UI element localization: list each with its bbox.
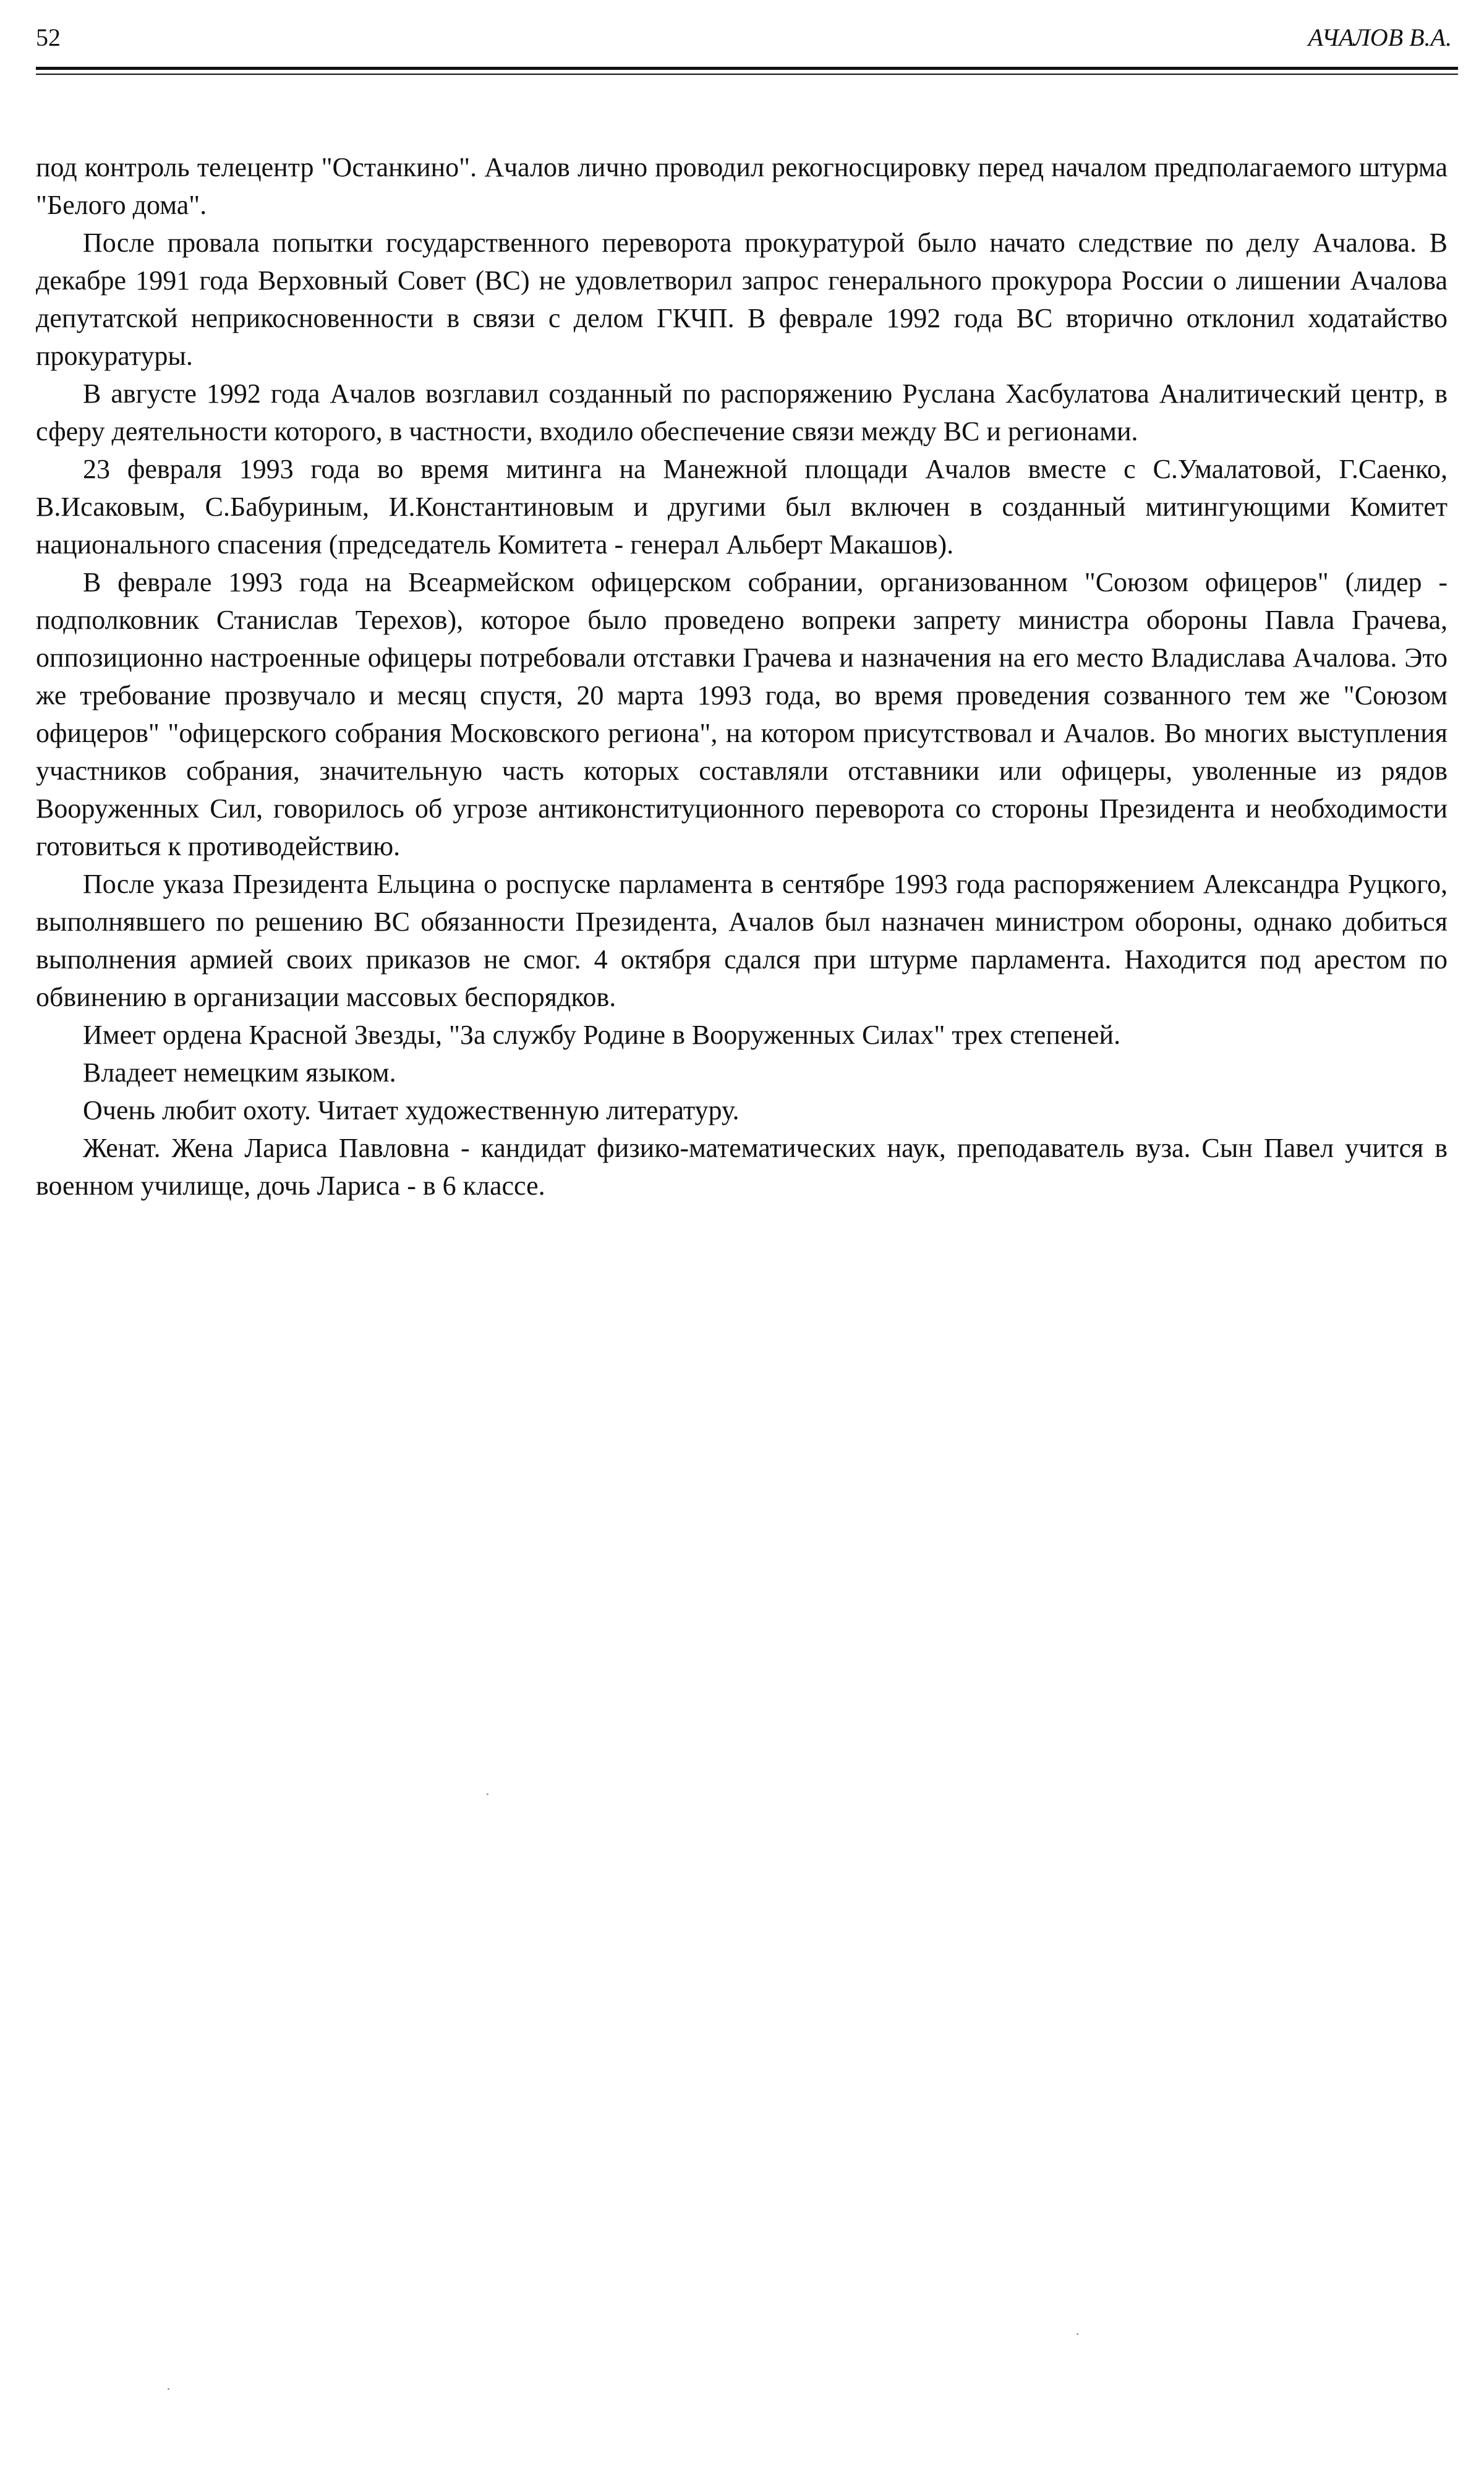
paragraph: В августе 1992 года Ачалов возглавил созданный по распоряжению Руслана Хасбулатова Аналитический центр, в сферу деятельности которого, в частности, входило обеспечение связи между ВС и регионами. bbox=[36, 378, 1448, 446]
paragraph: В феврале 1993 года на Всеармейском офицерском собрании, организованном "Союзом офицеров" (лидер - подполковник Станислав Терехов), которое было проведено вопреки запрету министра обороны Павла Грачева, оппозиционно настроенные офицеры потребовали отставки Грачева и назначения на его место Владислава Ачалова. Это же требование прозвучало и месяц спустя, 20 марта 1993 года, во время проведения созванного тем же "Союзом офицеров" "офицерского собрания Московского региона", на котором присутствовал и Ачалов. Во многих выступления участников собрания, значительную часть которых составляли отставники или офицеры, уволенные из рядов Вооруженных Сил, говорилось об угрозе антиконституционного переворота со стороны Президента и необходимости готовиться к противодействию. bbox=[36, 567, 1448, 861]
paragraph: После указа Президента Ельцина о роспуске парламента в сентябре 1993 года распоряжением Александра Руцкого, выполнявшего по решению ВС обязанности Президента, Ачалов был назначен министром обороны, однако добиться выполнения армией своих приказов не смог. 4 октября сдался при штурме парламента. Находится под арестом по обвинению в организации массовых беспорядков. bbox=[36, 869, 1448, 1012]
paragraph: Владеет немецким языком. bbox=[83, 1057, 396, 1088]
header-rule-thick bbox=[36, 67, 1458, 70]
header-rule-thin bbox=[36, 74, 1458, 75]
paragraph: Имеет ордена Красной Звезды, "За службу Родине в Вооруженных Силах" трех степеней. bbox=[83, 1020, 1121, 1050]
page-header bbox=[36, 22, 1452, 59]
scan-speck bbox=[487, 1793, 488, 1795]
paragraph: под контроль телецентр "Останкино". Ачалов лично проводил рекогносцировку перед началом предполагаемого штурма "Белого дома". bbox=[36, 152, 1448, 220]
paragraph: Очень любит охоту. Читает художественную литературу. bbox=[83, 1095, 740, 1125]
paragraph: Женат. Жена Лариса Павловна - кандидат физико-математических наук, преподаватель вуза. Сын Павел учится в военном училище, дочь Лариса - в 6 классе. bbox=[36, 1133, 1448, 1201]
scan-speck bbox=[1077, 2333, 1078, 2335]
scan-speck bbox=[168, 2388, 169, 2390]
paragraph: 23 февраля 1993 года во время митинга на Манежной площади Ачалов вместе с С.Умалатовой, Г.Саенко, В.Исаковым, С.Бабуриным, И.Константиновым и другими был включен в созданный митингующими Комитет национального спасения (председатель Комитета - генерал Альберт Макашов). bbox=[36, 454, 1448, 560]
page-number: 52 bbox=[36, 23, 61, 51]
paragraph: После провала попытки государственного переворота прокуратурой было начато следствие по делу Ачалова. В декабре 1991 года Верховный Совет (ВС) не удовлетворил запрос генерального прокурора России о лишении Ачалова депутатской неприкосновенности в связи с делом ГКЧП. В феврале 1992 года ВС вторично отклонил ходатайство прокуратуры. bbox=[36, 228, 1448, 371]
body-text bbox=[36, 148, 1448, 1205]
running-title: АЧАЛОВ В.А. bbox=[1308, 23, 1452, 51]
